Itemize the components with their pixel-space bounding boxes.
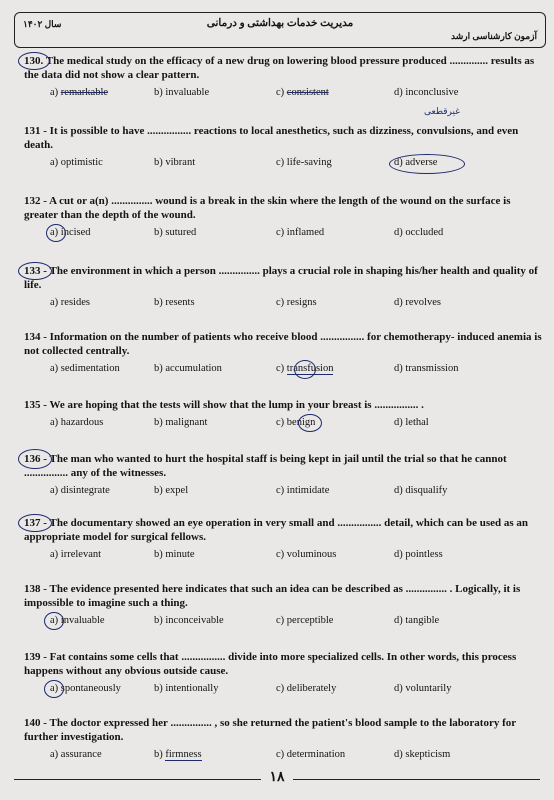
question-stem: We are hoping that the tests will show that the lump in your breast is ................ .: [49, 399, 424, 411]
option-c[interactable]: c) determination: [276, 749, 346, 760]
options: [24, 682, 542, 698]
exam-title: آزمون کارشناسی ارشد: [451, 31, 537, 41]
option-a[interactable]: a) sedimentation: [50, 363, 120, 374]
options: [24, 484, 542, 500]
option-b[interactable]: b) resents: [154, 297, 195, 308]
question-number: 136 -: [24, 453, 47, 465]
question-stem: The environment in which a person ............... plays a crucial role in shaping his/her health and quality of life.: [24, 265, 538, 291]
option-b[interactable]: b) minute: [154, 549, 195, 560]
answer-circle: [389, 154, 465, 174]
option-d[interactable]: d) adverse: [394, 157, 438, 168]
question-number: 134 -: [24, 331, 47, 343]
answer-circle: [294, 360, 316, 379]
question-number: 131 -: [24, 125, 47, 137]
option-c[interactable]: c) consistent: [276, 87, 329, 98]
option-c[interactable]: c) voluminous: [276, 549, 337, 560]
option-d[interactable]: d) disqualify: [394, 485, 448, 496]
options: [24, 86, 542, 102]
option-b[interactable]: b) expel: [154, 485, 189, 496]
question-number: 137 -: [24, 517, 47, 529]
option-c[interactable]: c) resigns: [276, 297, 317, 308]
circle-mark: [18, 514, 52, 532]
option-b[interactable]: b) malignant: [154, 417, 208, 428]
option-a[interactable]: a) remarkable: [50, 87, 109, 98]
options: [24, 296, 542, 312]
question-number: 140 -: [24, 717, 47, 729]
question-number: 139 -: [24, 651, 47, 663]
option-a[interactable]: a) disintegrate: [50, 485, 110, 496]
option-a[interactable]: a) spontaneously: [50, 683, 121, 694]
option-d[interactable]: d) occluded: [394, 227, 444, 238]
question-number: 138 -: [24, 583, 47, 595]
question-140: [24, 716, 542, 764]
page-header: [14, 12, 546, 48]
option-d[interactable]: d) pointless: [394, 549, 443, 560]
question-138: [24, 582, 542, 630]
question-number: 132 -: [24, 195, 47, 207]
option-a[interactable]: a) assurance: [50, 749, 102, 760]
option-c[interactable]: c) perceptible: [276, 615, 334, 626]
question-130: [24, 54, 542, 116]
question-stem: Information on the number of patients who receive blood ................ for chemotherapy- induced anemia is not collected centrally.: [24, 331, 542, 357]
option-d[interactable]: d) transmission: [394, 363, 459, 374]
handwritten-note: غیرقطعی: [424, 106, 460, 116]
option-a[interactable]: a) resides: [50, 297, 90, 308]
option-b[interactable]: b) firmness: [154, 749, 202, 760]
question-136: [24, 452, 542, 500]
option-c[interactable]: c) transfusion: [276, 363, 334, 374]
answer-circle: [44, 680, 64, 698]
exam-year: سال ۱۴۰۲: [23, 19, 62, 29]
option-a[interactable]: a) incised: [50, 227, 91, 238]
answer-circle: [44, 612, 64, 630]
option-a[interactable]: a) invaluable: [50, 615, 105, 626]
question-number: 135 -: [24, 399, 47, 411]
option-d[interactable]: d) voluntarily: [394, 683, 452, 694]
option-c[interactable]: c) benign: [276, 417, 316, 428]
question-137: [24, 516, 542, 564]
options: [24, 362, 542, 378]
option-d[interactable]: d) skepticism: [394, 749, 451, 760]
subject-title: مدیریت خدمات بهداشتی و درمانی: [206, 18, 354, 29]
circle-mark: [18, 52, 50, 70]
answer-circle: [46, 224, 66, 242]
option-d[interactable]: d) revolves: [394, 297, 441, 308]
question-stem: It is possible to have ................ reactions to local anesthetics, such as dizziness, convulsions, and even death.: [24, 125, 519, 151]
option-b[interactable]: b) accumulation: [154, 363, 222, 374]
question-stem: The evidence presented here indicates that such an idea can be described as ............... . Logically, it is impossible to imagine such a thing.: [24, 583, 521, 609]
options: [24, 226, 542, 242]
option-d[interactable]: d) tangible: [394, 615, 440, 626]
question-stem: A cut or a(n) ............... wound is a break in the skin where the length of the wound on the surface is greater than the depth of the wound.: [24, 195, 511, 221]
option-b[interactable]: b) intentionally: [154, 683, 219, 694]
option-b[interactable]: b) vibrant: [154, 157, 196, 168]
option-b[interactable]: b) inconceivable: [154, 615, 224, 626]
question-134: [24, 330, 542, 378]
question-139: [24, 650, 542, 698]
question-131: [24, 124, 542, 172]
page-footer: [0, 768, 554, 786]
option-b[interactable]: b) sutured: [154, 227, 197, 238]
question-number: 130.: [24, 55, 44, 67]
option-a[interactable]: a) hazardous: [50, 417, 104, 428]
option-c[interactable]: c) intimidate: [276, 485, 330, 496]
options: [24, 748, 542, 764]
options: [24, 416, 542, 432]
question-132: [24, 194, 542, 242]
options: [24, 548, 542, 564]
question-133: [24, 264, 542, 312]
question-135: [24, 398, 542, 432]
question-stem: Fat contains some cells that ................ divide into more specialized cells. In other words, this process happens without any obvious outside cause.: [24, 651, 517, 677]
circle-mark: [18, 449, 52, 469]
circle-mark: [18, 262, 52, 280]
page-number: ۱۸: [261, 769, 292, 786]
option-d[interactable]: d) lethal: [394, 417, 429, 428]
option-c[interactable]: c) deliberately: [276, 683, 337, 694]
option-d[interactable]: d) inconclusive: [394, 87, 459, 98]
option-c[interactable]: c) inflamed: [276, 227, 325, 238]
question-number: 133 -: [24, 265, 47, 277]
option-b[interactable]: b) invaluable: [154, 87, 210, 98]
question-stem: The documentary showed an eye operation in very small and ................ detail, which can be used as an appropriate model for surgical fellows.: [24, 517, 529, 543]
question-stem: The doctor expressed her ............... , so she returned the patient's blood sample to the laboratory for further investigation.: [24, 717, 516, 743]
option-c[interactable]: c) life-saving: [276, 157, 332, 168]
answer-circle: [298, 414, 322, 432]
options: [24, 614, 542, 630]
option-a[interactable]: a) irrelevant: [50, 549, 102, 560]
option-a[interactable]: a) optimistic: [50, 157, 103, 168]
question-stem: The medical study on the efficacy of a new drug on lowering blood pressure produced .............. results as the data did not show a clear pattern.: [24, 55, 535, 81]
question-stem: The man who wanted to hurt the hospital staff is being kept in jail until the trial so that he cannot ................ any of the witnesses.: [24, 453, 507, 479]
